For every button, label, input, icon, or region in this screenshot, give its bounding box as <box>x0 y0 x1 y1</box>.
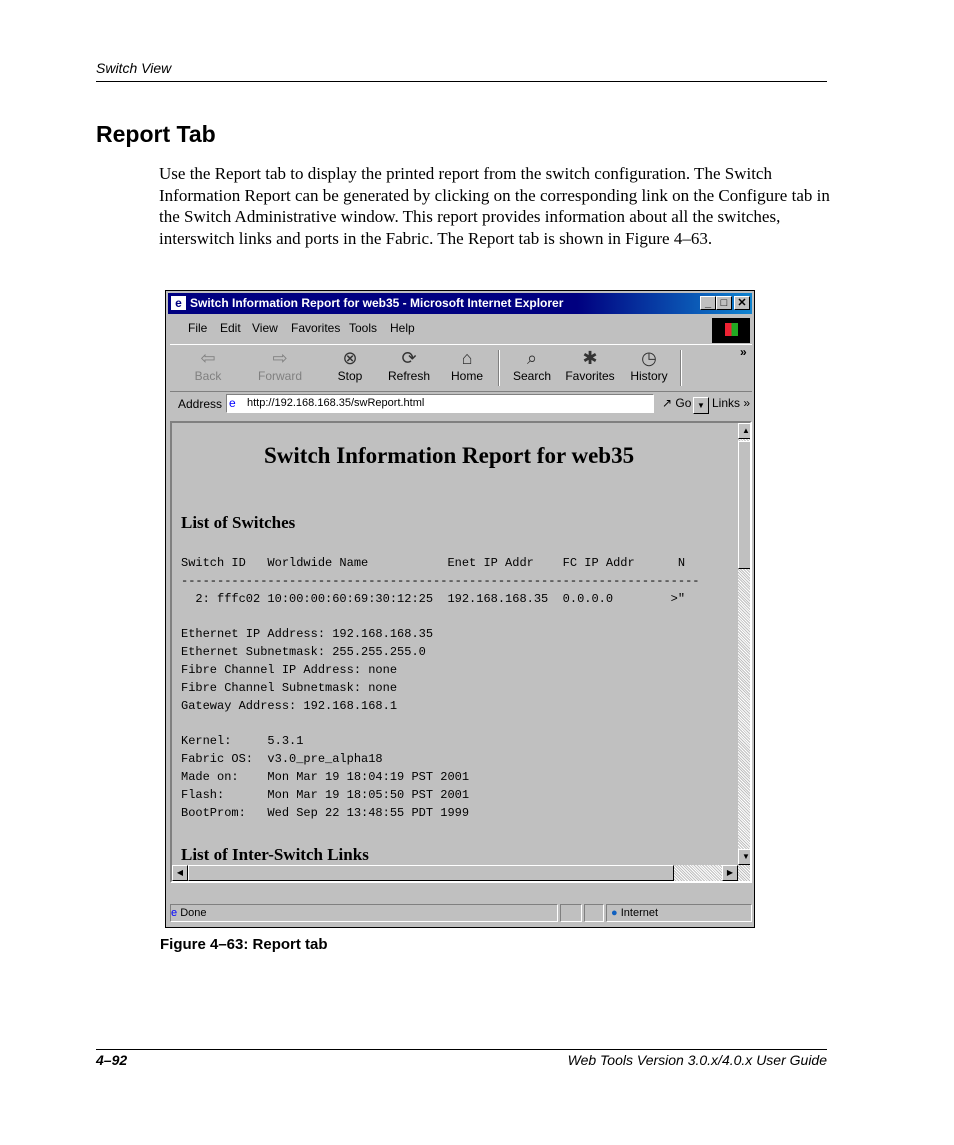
menu-view[interactable]: View <box>252 321 278 335</box>
horizontal-scrollbar[interactable] <box>172 865 738 881</box>
favorites-icon: ✱ <box>582 348 598 368</box>
scroll-up-button[interactable]: ▲ <box>738 423 752 439</box>
browser-screenshot <box>165 290 755 928</box>
fabric-os-version: Fabric OS: v3.0_pre_alpha18 <box>181 752 383 766</box>
windows-logo-icon <box>725 323 738 336</box>
back-button[interactable] <box>180 347 236 389</box>
made-on: Made on: Mon Mar 19 18:04:19 PST 2001 <box>181 770 470 784</box>
body-paragraph: Use the Report tab to display the printed report from the switch configuration. The Switch Information Report can be generated by clicking on the corresponding link on the Configure tab in the Switch Administrative window. This report provides information about all the switches, interswitch links and ports in the Fabric. The Report tab is shown in Figure 4–63. <box>159 164 830 248</box>
page-number: 4–92 <box>96 1052 128 1068</box>
toolbar-separator <box>498 350 500 386</box>
kernel-version: Kernel: 5.3.1 <box>181 734 304 748</box>
status-text: Done <box>180 907 207 919</box>
header-rule <box>96 81 827 82</box>
horizontal-scroll-thumb[interactable] <box>188 865 674 881</box>
menu-favorites[interactable]: Favorites <box>291 321 341 335</box>
window-titlebar <box>168 293 752 314</box>
address-url: http://192.168.168.35/swReport.html <box>247 397 425 409</box>
history-icon: ◷ <box>641 348 657 368</box>
favorites-button[interactable] <box>562 347 618 389</box>
switches-heading: List of Switches <box>181 513 296 532</box>
status-panel-blank <box>560 904 582 922</box>
address-bar <box>170 392 752 416</box>
minimize-button[interactable]: _ <box>700 296 716 310</box>
page-content <box>170 421 752 883</box>
forward-label: Forward <box>257 369 302 383</box>
toolbar <box>170 344 752 392</box>
ie-icon: e <box>171 296 186 310</box>
status-zone: Internet <box>620 907 659 919</box>
bootprom-date: BootProm: Wed Sep 22 13:48:55 PDT 1999 <box>181 806 470 820</box>
table-divider: ------------------------------------------------------------------------ <box>181 574 700 588</box>
ethernet-mask: Ethernet Subnetmask: 255.255.255.0 <box>181 645 426 659</box>
close-button[interactable]: ✕ <box>734 296 750 310</box>
running-header: Switch View <box>96 60 172 76</box>
fc-ip: Fibre Channel IP Address: none <box>181 663 398 677</box>
history-button[interactable] <box>621 347 677 389</box>
footer-rule <box>96 1049 827 1050</box>
globe-icon: ● <box>611 907 618 919</box>
ethernet-ip: Ethernet IP Address: 192.168.168.35 <box>181 627 434 641</box>
stop-icon: ⊗ <box>342 348 358 368</box>
forward-arrow-icon: ⇨ <box>272 348 288 368</box>
menu-tools[interactable]: Tools <box>349 321 378 335</box>
stop-button[interactable] <box>322 347 378 389</box>
stop-label: Stop <box>337 369 363 383</box>
windows-throbber <box>712 318 750 343</box>
go-button[interactable] <box>662 396 691 410</box>
links-button[interactable]: Links » <box>712 396 751 410</box>
search-button[interactable] <box>504 347 560 389</box>
menu-edit[interactable]: Edit <box>220 321 241 335</box>
report-title: Switch Information Report for web35 <box>264 443 635 468</box>
figure-caption: Figure 4–63: Report tab <box>160 936 328 953</box>
home-label: Home <box>450 369 483 383</box>
table-header: Switch ID Worldwide Name Enet IP Addr FC IP Addr N <box>181 556 686 570</box>
toolbar-separator <box>680 350 682 386</box>
favorites-label: Favorites <box>565 369 615 383</box>
forward-button[interactable] <box>252 347 308 389</box>
scroll-down-button[interactable]: ▼ <box>738 849 752 865</box>
footer-title: Web Tools Version 3.0.x/4.0.x User Guide <box>567 1052 827 1068</box>
vertical-scrollbar[interactable] <box>738 423 752 881</box>
refresh-button[interactable] <box>381 347 437 389</box>
status-panel-main <box>170 904 558 922</box>
flash-date: Flash: Mon Mar 19 18:05:50 PST 2001 <box>181 788 470 802</box>
menu-help[interactable]: Help <box>390 321 415 335</box>
window-title: Switch Information Report for web35 - Microsoft Internet Explorer <box>190 296 564 310</box>
isl-heading: List of Inter-Switch Links <box>181 845 369 864</box>
menu-file[interactable]: File <box>188 321 208 335</box>
search-icon: ⌕ <box>526 348 538 368</box>
page-icon: e <box>229 396 236 410</box>
refresh-icon: ⟳ <box>401 348 417 368</box>
status-bar <box>170 903 752 923</box>
address-label: Address <box>178 397 223 411</box>
maximize-button[interactable]: □ <box>716 296 732 310</box>
table-row: 2: fffc02 10:00:00:60:69:30:12:25 192.168.168.35 0.0.0.0 >" <box>181 592 686 606</box>
home-icon: ⌂ <box>461 348 473 368</box>
vertical-scroll-thumb[interactable] <box>738 441 752 569</box>
status-panel-blank <box>584 904 604 922</box>
fc-mask: Fibre Channel Subnetmask: none <box>181 681 398 695</box>
home-button[interactable] <box>439 347 495 389</box>
page-done-icon: e <box>171 907 178 919</box>
go-arrow-icon: ↗ <box>662 396 673 410</box>
scroll-right-button[interactable]: ▶ <box>722 865 738 881</box>
back-arrow-icon: ⇦ <box>200 348 216 368</box>
gateway-address: Gateway Address: 192.168.168.1 <box>181 699 398 713</box>
search-label: Search <box>512 369 552 383</box>
menu-bar <box>170 318 752 340</box>
status-zone-panel <box>606 904 752 922</box>
address-dropdown-button[interactable]: ▼ <box>693 397 709 414</box>
history-label: History <box>630 369 668 383</box>
section-title: Report Tab <box>96 121 216 147</box>
toolbar-overflow-chevron[interactable]: » <box>740 345 747 359</box>
refresh-label: Refresh <box>387 369 431 383</box>
back-label: Back <box>194 369 222 383</box>
go-label: Go <box>675 396 692 410</box>
scroll-left-button[interactable]: ◀ <box>172 865 188 881</box>
